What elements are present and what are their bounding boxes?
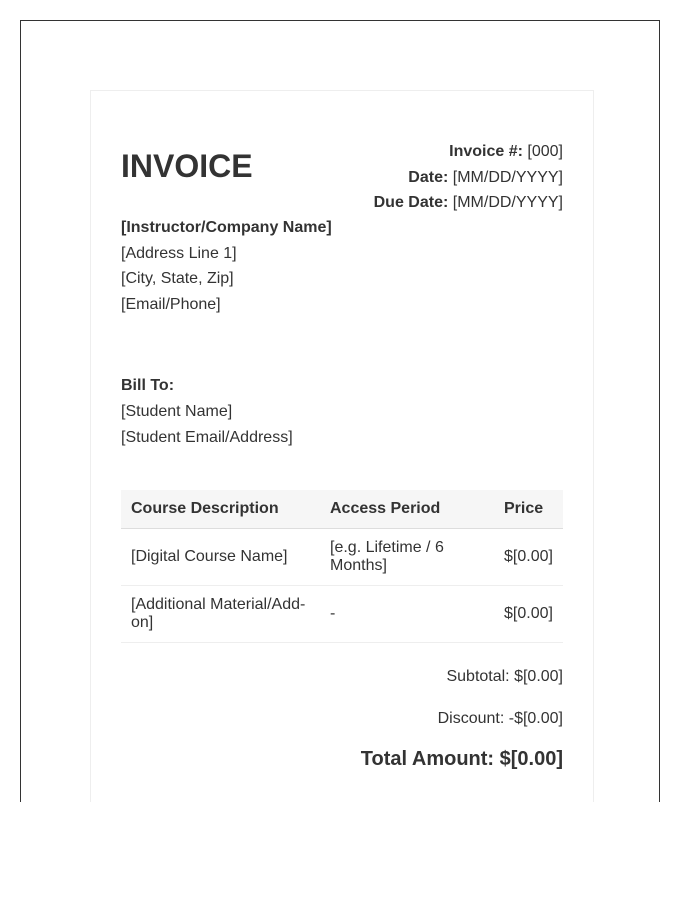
row-access-period: - <box>320 586 494 643</box>
sender-name: [Instructor/Company Name] <box>121 219 332 236</box>
invoice-date-label: Date: <box>408 168 449 186</box>
invoice-number-line <box>374 139 563 165</box>
row-description: [Digital Course Name] <box>121 529 320 586</box>
invoice-date-value: [MM/DD/YYYY] <box>452 168 563 186</box>
line-items-table <box>121 490 563 643</box>
invoice-due-date-value: [MM/DD/YYYY] <box>452 194 563 211</box>
subtotal-line: Subtotal: $[0.00] <box>446 668 563 685</box>
total-amount-line: Total Amount: $[0.00] <box>360 748 563 770</box>
invoice-due-date-line <box>374 190 563 216</box>
sender-contact: [Email/Phone] <box>121 295 221 313</box>
table-row <box>121 529 563 586</box>
invoice-number-value: [000] <box>527 143 563 160</box>
page-frame <box>20 20 660 802</box>
discount-line: Discount: -$[0.00] <box>437 710 563 727</box>
row-price: $[0.00] <box>494 586 563 643</box>
invoice-meta <box>374 139 563 216</box>
sender-address: [Address Line 1] <box>121 244 237 262</box>
row-price: $[0.00] <box>494 529 563 586</box>
student-name: [Student Name] <box>121 403 233 420</box>
invoice-title: INVOICE <box>121 148 253 184</box>
table-row <box>121 586 563 643</box>
bill-to-section <box>121 373 293 451</box>
table-header-row <box>121 490 563 529</box>
sender-city: [City, State, Zip] <box>121 270 234 288</box>
invoice-document <box>90 90 594 802</box>
student-contact: [Student Email/Address] <box>121 429 293 446</box>
row-description: [Additional Material/Add-on] <box>121 586 320 643</box>
column-header-price: Price <box>494 490 563 529</box>
invoice-due-date-label: Due Date: <box>373 194 449 211</box>
column-header-access-period: Access Period <box>320 490 494 529</box>
invoice-number-label: Invoice #: <box>449 143 523 160</box>
invoice-date-line <box>374 165 563 191</box>
sender-details <box>121 215 332 317</box>
totals-section <box>361 665 563 773</box>
bill-to-heading: Bill To: <box>121 377 175 394</box>
column-header-description: Course Description <box>121 490 320 529</box>
row-access-period: [e.g. Lifetime / 6 Months] <box>320 529 494 586</box>
